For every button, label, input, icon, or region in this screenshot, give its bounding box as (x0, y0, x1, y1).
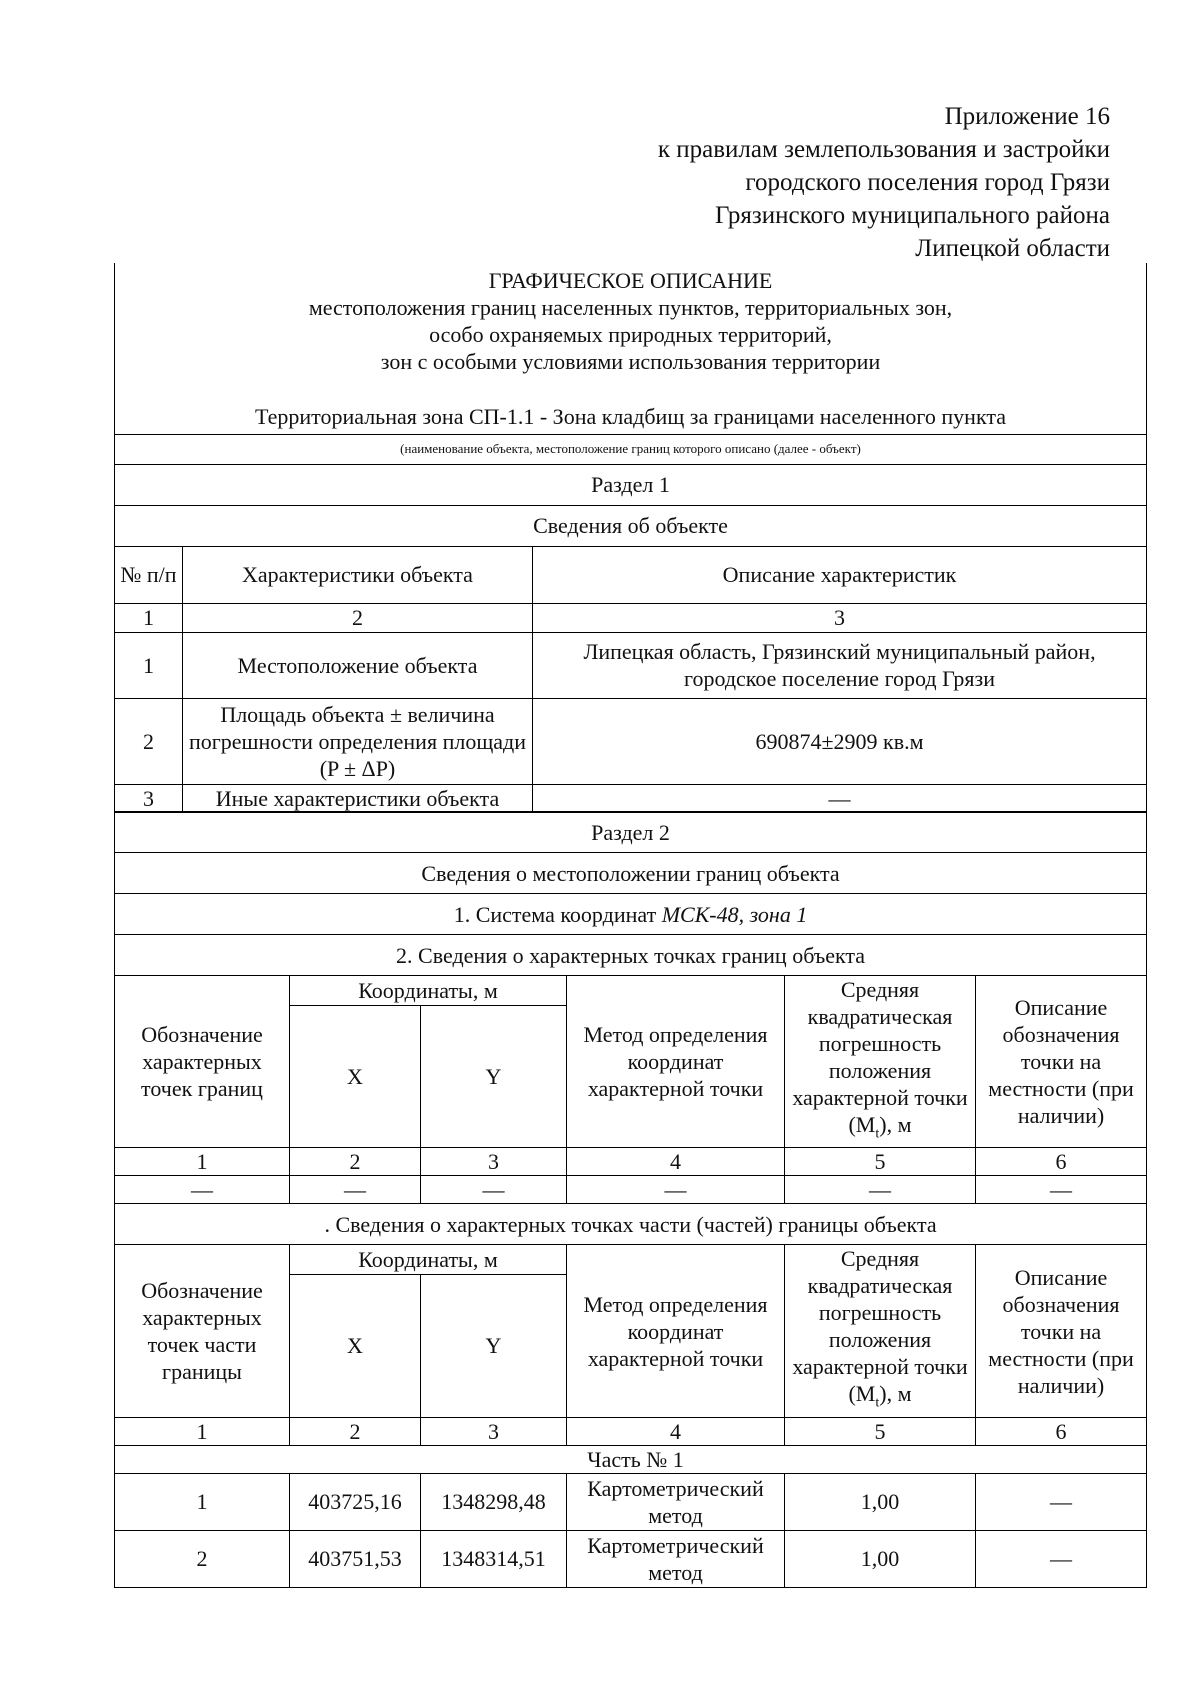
characteristic-value: — (533, 784, 1147, 812)
doc-subtitle-line: зон с особыми условиями использования территории (380, 348, 881, 374)
column-number: 2 (290, 1148, 421, 1176)
table-row (115, 632, 1147, 698)
appendix-line: Липецкой области (915, 235, 1110, 262)
header-error-unit: ), м (879, 1381, 912, 1407)
coordinate-system-label: 1. Система координат (453, 901, 662, 927)
table-row (115, 1473, 1147, 1530)
section1-column-numbers (115, 603, 1147, 632)
table-row (115, 1530, 1147, 1587)
column-header-number: № п/п (115, 546, 183, 603)
section1-title: Раздел 1 (115, 464, 1147, 505)
header-x: X (290, 1275, 421, 1418)
column-header-description: Описание характеристик (533, 546, 1147, 603)
header-error-unit: ), м (879, 1112, 912, 1137)
row-number: 2 (115, 698, 183, 784)
appendix-header (658, 100, 1110, 265)
appendix-line: городского поселения город Грязи (745, 169, 1110, 196)
empty-cell: — (115, 1176, 290, 1204)
header-x: X (290, 1005, 421, 1148)
header-error (785, 976, 976, 1148)
section1-table (114, 263, 1147, 813)
empty-cell: — (421, 1176, 567, 1204)
section2-table (114, 811, 1147, 1588)
point-error: 1,00 (785, 1473, 976, 1530)
row-number: 1 (115, 632, 183, 698)
section1-subtitle: Сведения об объекте (115, 505, 1147, 546)
column-number: 1 (115, 603, 183, 632)
point-description: — (976, 1473, 1147, 1530)
empty-cell: — (290, 1176, 421, 1204)
header-error-subscript: t (875, 1126, 880, 1142)
header-coordinates: Координаты, м (290, 976, 567, 1006)
table-row (115, 784, 1147, 812)
doc-subtitle-line: местоположения границ населенных пунктов, территориальных зон, (308, 294, 953, 320)
parts-header-row-1 (115, 1245, 1147, 1275)
column-header-characteristics: Характеристики объекта (183, 546, 533, 603)
header-error-text: Средняя квадратическая погрешность положения характерной точки (M (792, 1246, 968, 1407)
point-x: 403725,16 (290, 1473, 421, 1530)
header-error (785, 1245, 976, 1417)
point-id: 1 (115, 1473, 290, 1530)
table-row (115, 698, 1147, 784)
appendix-line: Приложение 16 (944, 103, 1110, 130)
point-y: 1348298,48 (421, 1473, 567, 1530)
characteristic-name: Площадь объекта ± величина погрешности определения площади (P ± ΔP) (183, 698, 533, 784)
header-y: Y (421, 1005, 567, 1148)
column-number: 2 (290, 1417, 421, 1445)
column-number: 3 (421, 1148, 567, 1176)
header-y: Y (421, 1275, 567, 1418)
coordinate-system (115, 894, 1147, 935)
characteristic-value: 690874±2909 кв.м (533, 698, 1147, 784)
column-number: 4 (567, 1417, 785, 1445)
characteristic-name: Местоположение объекта (183, 632, 533, 698)
column-number: 6 (976, 1148, 1147, 1176)
column-number: 6 (976, 1417, 1147, 1445)
column-number: 2 (183, 603, 533, 632)
parts-column-numbers (115, 1417, 1147, 1445)
points-header-row-1 (115, 976, 1147, 1006)
header-method: Метод определения координат характерной точки (567, 1245, 785, 1417)
empty-cell: — (567, 1176, 785, 1204)
point-x: 403751,53 (290, 1530, 421, 1587)
column-number: 4 (567, 1148, 785, 1176)
characteristic-name: Иные характеристики объекта (183, 784, 533, 812)
column-number: 3 (421, 1417, 567, 1445)
appendix-line: Грязинского муниципального района (715, 202, 1110, 229)
characteristic-value: Липецкая область, Грязинский муниципальный район, городское поселение город Грязи (533, 632, 1147, 698)
point-method: Картометрический метод (567, 1473, 785, 1530)
column-number: 5 (785, 1417, 976, 1445)
section1-column-headers (115, 546, 1147, 603)
point-y: 1348314,51 (421, 1530, 567, 1587)
graphic-description-header (115, 263, 1147, 434)
header-description: Описание обозначения точки на местности (при наличии) (976, 1245, 1147, 1417)
header-designation: Обозначение характерных точек границ (115, 976, 290, 1148)
header-description: Описание обозначения точки на местности (при наличии) (976, 976, 1147, 1148)
section2-subtitle: Сведения о местоположении границ объекта (115, 853, 1147, 894)
empty-cell: — (785, 1176, 976, 1204)
part-label: Часть № 1 (115, 1445, 1147, 1473)
header-error-text: Средняя квадратическая погрешность положения характерной точки (M (792, 977, 968, 1137)
coordinate-system-value: МСК-48, зона 1 (661, 901, 808, 927)
table-row (115, 1176, 1147, 1204)
header-method: Метод определения координат характерной точки (567, 976, 785, 1148)
column-number: 3 (533, 603, 1147, 632)
empty-cell: — (976, 1176, 1147, 1204)
point-error: 1,00 (785, 1530, 976, 1587)
doc-title: ГРАФИЧЕСКОЕ ОПИСАНИЕ (488, 267, 773, 293)
column-number: 1 (115, 1148, 290, 1176)
points-column-numbers (115, 1148, 1147, 1176)
object-name: Территориальная зона СП-1.1 - Зона кладбищ за границами населенного пункта (255, 403, 1006, 429)
point-method: Картометрический метод (567, 1530, 785, 1587)
appendix-line: к правилам землепользования и застройки (657, 136, 1110, 163)
header-error-subscript: t (875, 1395, 880, 1411)
points-section-title: 2. Сведения о характерных точках границ объекта (115, 935, 1147, 976)
point-id: 2 (115, 1530, 290, 1587)
section2-title: Раздел 2 (115, 812, 1147, 853)
column-number: 5 (785, 1148, 976, 1176)
header-designation: Обозначение характерных точек части границы (115, 1245, 290, 1417)
header-coordinates: Координаты, м (290, 1245, 567, 1275)
parts-section-title: . Сведения о характерных точках части (частей) границы объекта (115, 1204, 1147, 1245)
object-caption: (наименование объекта, местоположение границ которого описано (далее - объект) (115, 434, 1147, 464)
row-number: 3 (115, 784, 183, 812)
column-number: 1 (115, 1417, 290, 1445)
point-description: — (976, 1530, 1147, 1587)
doc-subtitle-line: особо охраняемых природных территорий, (429, 321, 832, 347)
